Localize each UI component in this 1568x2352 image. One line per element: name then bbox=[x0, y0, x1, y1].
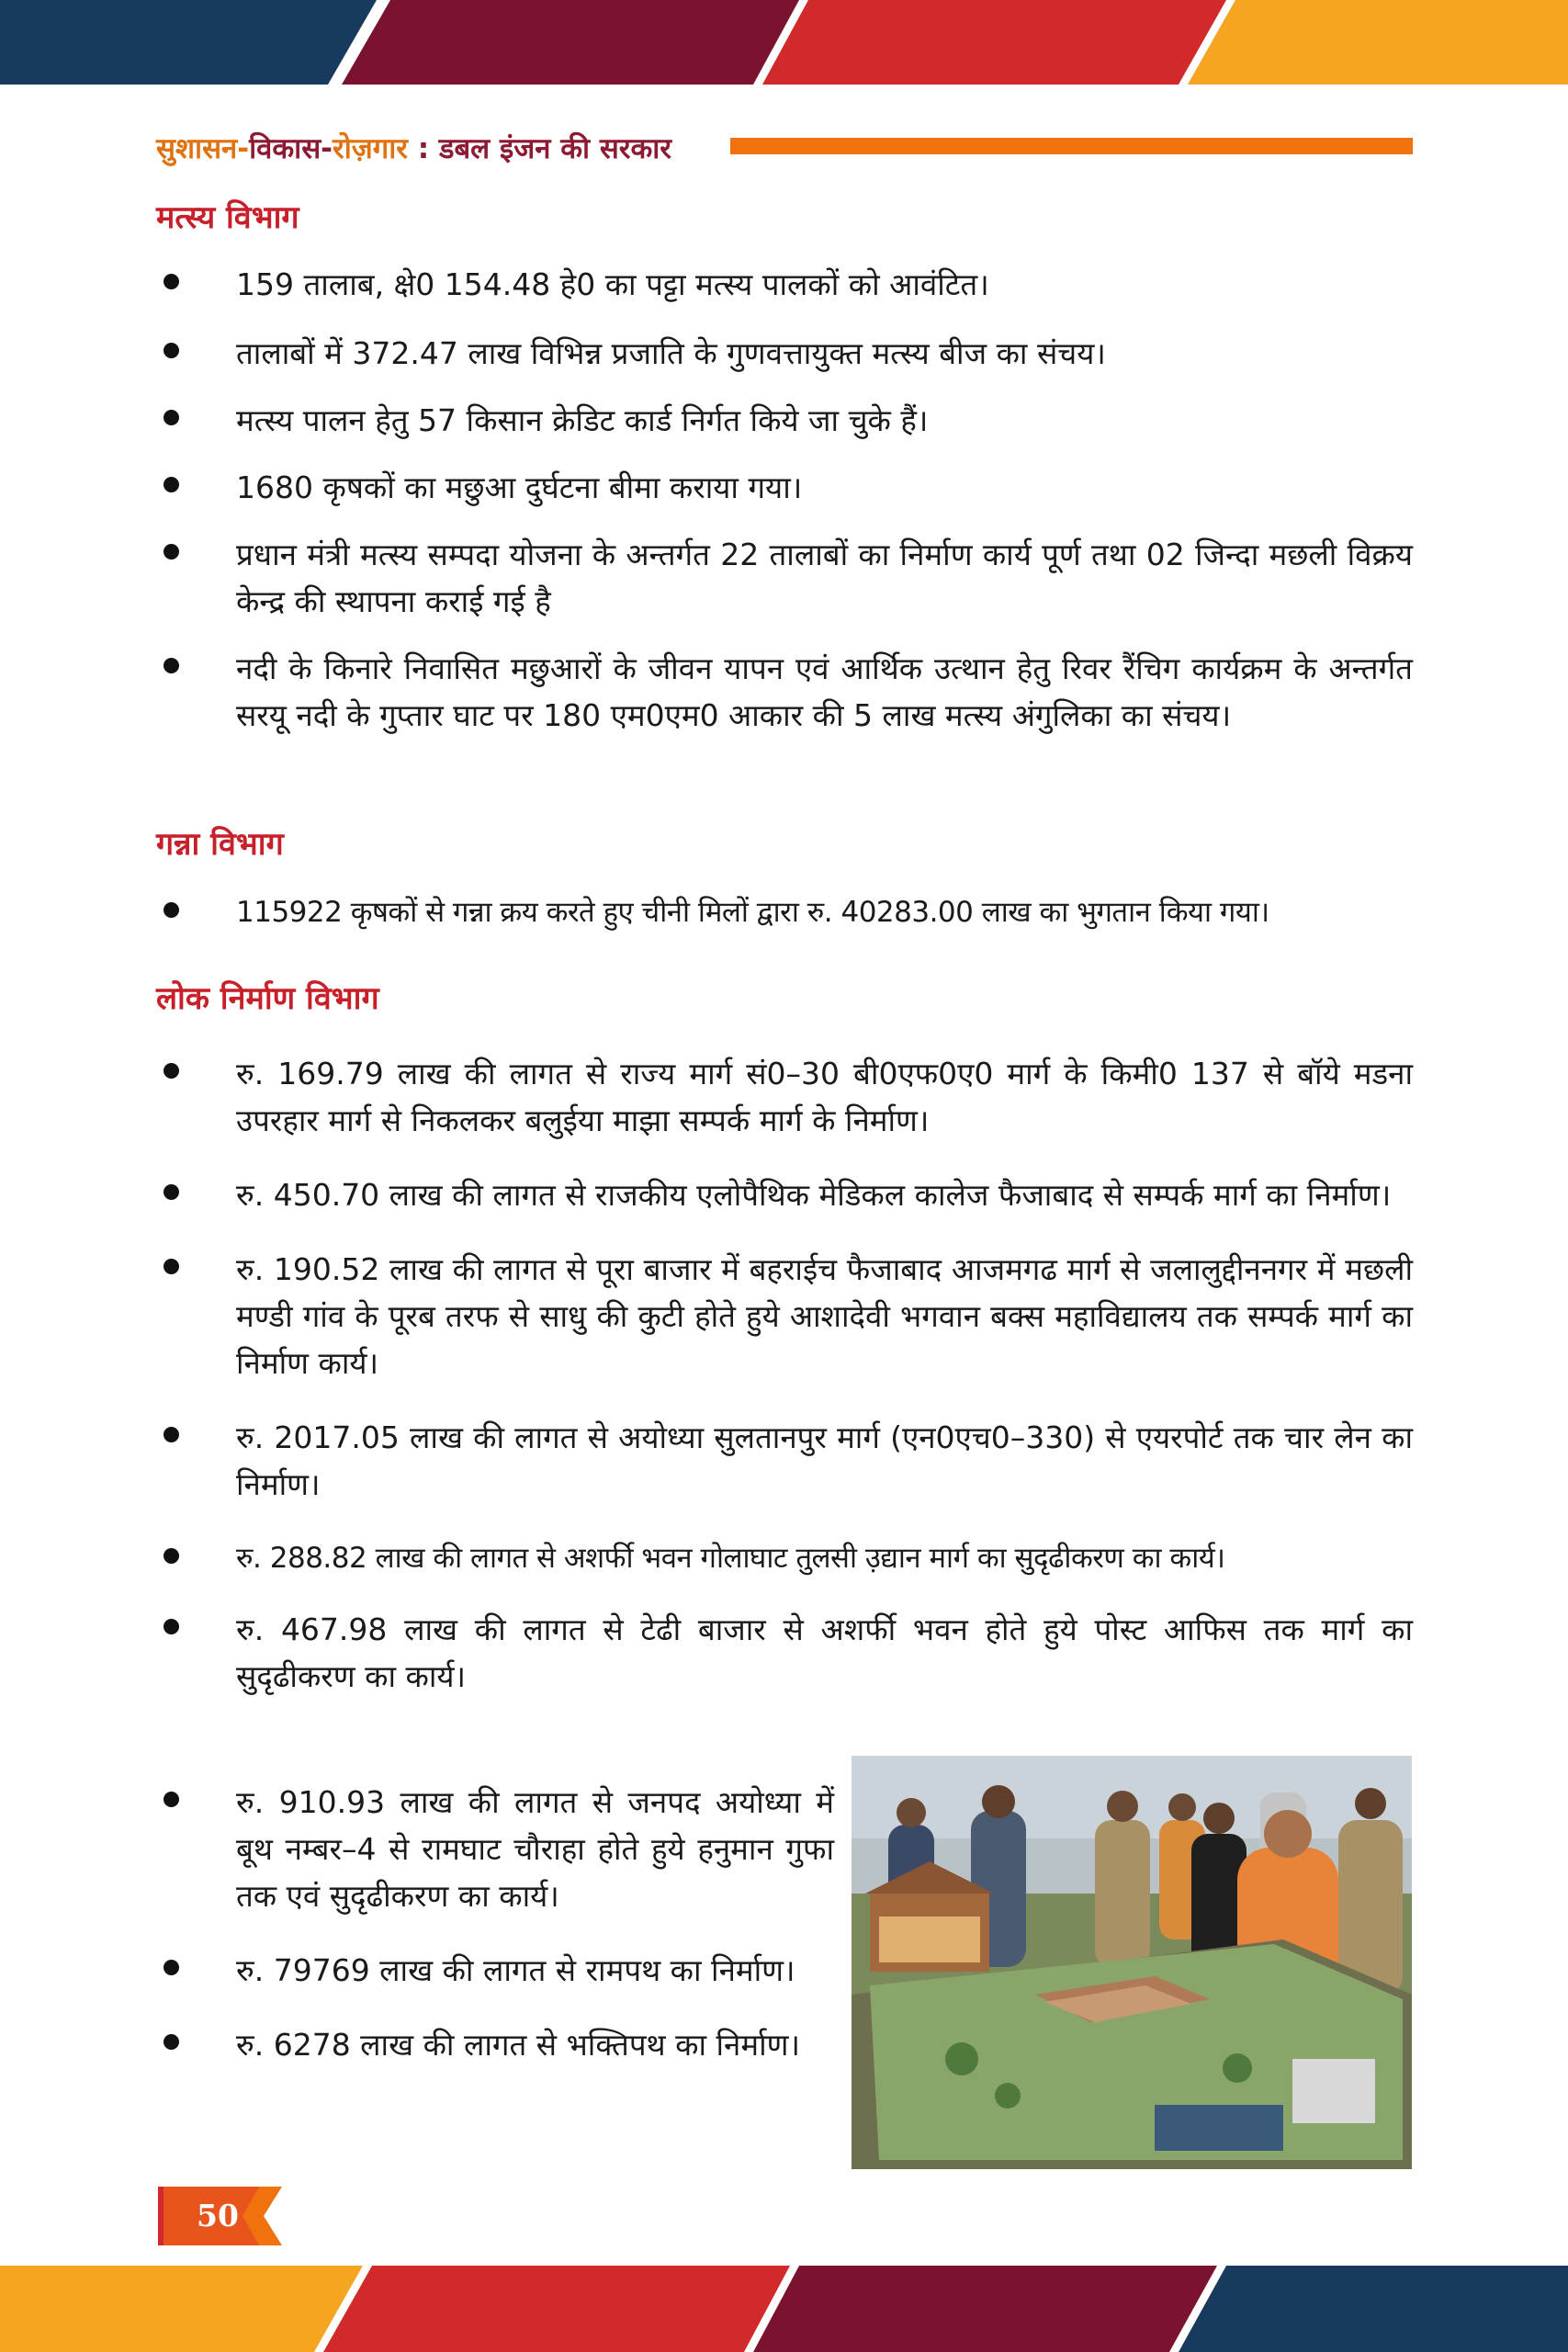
list-item: 115922 कृषकों से गन्ना क्रय करते हुए चीनी मिलों द्वारा रु. 40283.00 लाख का भुगतान किया गया। bbox=[156, 889, 1413, 936]
running-title-part3: रोज़गार bbox=[333, 132, 408, 165]
bullet-icon bbox=[164, 274, 179, 289]
pwd-list-continued bbox=[156, 1779, 834, 2068]
list-item: रु. 910.93 लाख की लागत से जनपद अयोध्या में बूथ नम्बर–4 से रामघाट चौराहा होते हुये हनुमान गुफा तक एवं सुदृढीकरण का कार्य। bbox=[156, 1779, 834, 1919]
list-item: रु. 467.98 लाख की लागत से टेढी बाजार से अशर्फी भवन होते हुये पोस्ट आफिस तक मार्ग का सुदृढीकरण का कार्य। bbox=[156, 1606, 1413, 1700]
bullet-icon bbox=[164, 544, 179, 560]
fisheries-list bbox=[156, 261, 1413, 739]
page-number: 50 bbox=[197, 2198, 239, 2233]
bullet-icon bbox=[164, 658, 179, 673]
list-item: नदी के किनारे निवासित मछुआरों के जीवन यापन एवं आर्थिक उत्थान हेतु रिवर रैंचिग कार्यक्रम के अन्तर्गत सरयू नदी के गुप्तार घाट पर 180 एम0एम0 आकार की 5 लाख मत्स्य अंगुलिका का संचय। bbox=[156, 645, 1413, 739]
bullet-icon bbox=[164, 2034, 179, 2050]
running-title-part1: सुशासन- bbox=[156, 132, 250, 165]
list-item: तालाबों में 372.47 लाख विभिन्न प्रजाति के गुणवत्तायुक्त मत्स्य बीज का संचय। bbox=[156, 330, 1413, 377]
airport-model-photo bbox=[852, 1756, 1412, 2169]
list-item: रु. 288.82 लाख की लागत से अशर्फी भवन गोलाघाट तुलसी उ़द्यान मार्ग का सुदृढीकरण का कार्य। bbox=[156, 1535, 1413, 1582]
list-item: 1680 कृषकों का मछुआ दुर्घटना बीमा कराया गया। bbox=[156, 464, 1413, 511]
bullet-icon bbox=[164, 410, 179, 425]
bullet-icon bbox=[164, 1259, 179, 1274]
list-item: रु. 2017.05 लाख की लागत से अयोध्या सुलतानपुर मार्ग (एन0एच0–330) से एयरपोर्ट तक चार लेन का निर्माण। bbox=[156, 1414, 1413, 1508]
list-item: रु. 6278 लाख की लागत से भक्तिपथ का निर्माण। bbox=[156, 2021, 834, 2068]
running-header-title bbox=[156, 129, 671, 167]
pwd-list bbox=[156, 1050, 1413, 1700]
list-item: रु. 169.79 लाख की लागत से राज्य मार्ग सं0–30 बी0एफ0ए0 मार्ग के किमी0 137 से बॉये मडना उपरहार मार्ग से निकलकर बलुईया माझा सम्पर्क मार्ग के निर्माण। bbox=[156, 1050, 1413, 1144]
page-number-tab bbox=[158, 2187, 287, 2245]
bullet-icon bbox=[164, 343, 179, 358]
running-title-part4: : डबल इंजन की सरकार bbox=[407, 132, 671, 165]
section-title-sugarcane: गन्ना विभाग bbox=[156, 826, 284, 863]
list-item: रु. 450.70 लाख की लागत से राजकीय एलोपैथिक मेडिकल कालेज फैजाबाद से सम्पर्क मार्ग का निर्माण। bbox=[156, 1171, 1413, 1218]
header-rule bbox=[730, 138, 1413, 154]
section-title-fisheries: मत्स्य विभाग bbox=[156, 199, 299, 236]
sugarcane-list bbox=[156, 889, 1413, 936]
bullet-icon bbox=[164, 1063, 179, 1079]
photo-illustration bbox=[852, 1756, 1412, 2169]
bullet-icon bbox=[164, 902, 179, 918]
bullet-icon bbox=[164, 1548, 179, 1564]
bullet-icon bbox=[164, 477, 179, 492]
list-item: मत्स्य पालन हेतु 57 किसान क्रेडिट कार्ड निर्गत किये जा चुके हैं। bbox=[156, 397, 1413, 444]
bullet-icon bbox=[164, 1427, 179, 1442]
top-color-band bbox=[0, 0, 1568, 85]
section-title-pwd: लोक निर्माण विभाग bbox=[156, 980, 379, 1017]
bullet-icon bbox=[164, 1619, 179, 1634]
bullet-icon bbox=[164, 1184, 179, 1200]
list-item: रु. 190.52 लाख की लागत से पूरा बाजार में बहराईच फैजाबाद आजमगढ मार्ग से जलालुद्दीननगर में मछली मण्डी गांव के पूरब तरफ से साधु की कुटी होते हुये आशादेवी भगवान बक्स महाविद्यालय तक सम्पर्क मार्ग का निर्माण कार्य। bbox=[156, 1246, 1413, 1386]
list-item: रु. 79769 लाख की लागत से रामपथ का निर्माण। bbox=[156, 1947, 834, 1994]
bottom-color-band bbox=[0, 2266, 1568, 2352]
bullet-icon bbox=[164, 1960, 179, 1975]
running-title-part2: विकास- bbox=[249, 132, 333, 165]
bullet-icon bbox=[164, 1792, 179, 1807]
list-item: प्रधान मंत्री मत्स्य सम्पदा योजना के अन्तर्गत 22 तालाबों का निर्माण कार्य पूर्ण तथा 02 जिन्दा मछली विक्रय केन्द्र की स्थापना कराई गई है bbox=[156, 531, 1413, 625]
list-item: 159 तालाब, क्षे0 154.48 हे0 का पट्टा मत्स्य पालकों को आवंटित। bbox=[156, 261, 1413, 308]
